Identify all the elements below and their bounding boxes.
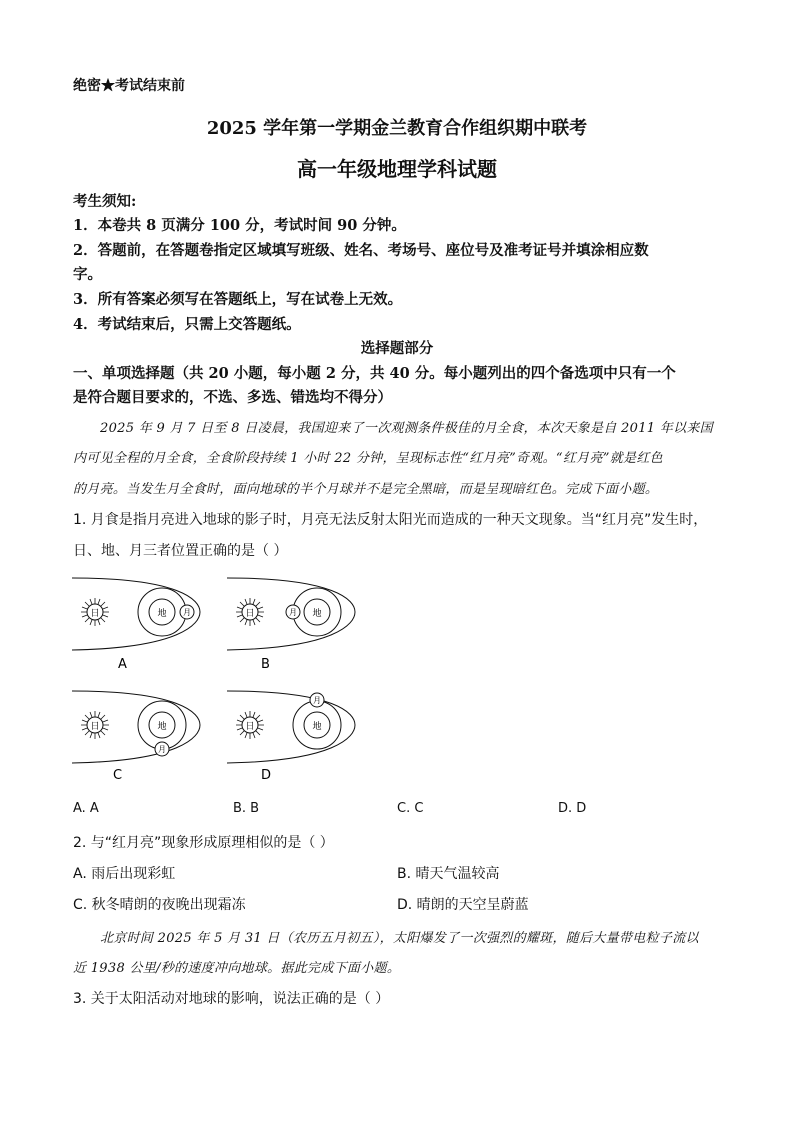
option-d[interactable]: D. 晴朗的天空呈蔚蓝 [397,897,529,913]
notice-item: 3．所有答案必须写在答题纸上，写在试卷上无效。 [73,291,403,308]
option-a[interactable]: A. A [73,801,99,816]
earth-label: 地 [312,722,322,732]
question-stem: 2. 与“红月亮”现象形成原理相似的是（ ） [73,835,334,851]
notice-item: 2．答题前，在答题卷指定区域填写班级、姓名、考场号、座位号及准考证号并填涂相应数 [73,242,649,259]
diagram-label: C [113,768,123,783]
moon-label: 月 [158,745,166,754]
sun-icon [236,598,264,626]
option-c[interactable]: C. 秋冬晴朗的夜晚出现霜冻 [73,897,246,913]
diagram-d [225,683,365,788]
sun-label: 日 [90,722,100,732]
diagram-label: B [261,657,270,672]
passage-line: 的月亮。当发生月全食时，面向地球的半个月球并不是完全黑暗，而是呈现暗红色。完成下面小题。 [73,482,659,497]
option-b[interactable]: B. B [233,801,260,816]
diagram-label: D [261,768,272,783]
moon-label: 月 [183,608,191,617]
moon-label: 月 [289,608,297,617]
question-stem: 3. 关于太阳活动对地球的影响，说法正确的是（ ） [73,991,390,1007]
exam-subtitle: 高一年级地理学科试题 [297,157,497,181]
earth-label: 地 [157,722,167,732]
section-title: 选择题部分 [360,340,434,357]
part-instructions: 是符合题目要求的，不选、多选、错选均不得分） [73,389,392,406]
notice-item: 字。 [73,266,102,283]
notice-heading: 考生须知: [73,193,137,210]
diagram-c [70,683,210,788]
question-stem: 日、地、月三者位置正确的是（ ） [73,543,288,559]
sun-label: 日 [90,609,100,619]
moon-label: 月 [313,696,321,705]
notice-item: 4．考试结束后，只需上交答题纸。 [73,316,301,333]
earth-label: 地 [312,609,322,619]
sun-label: 日 [245,609,255,619]
diagram-b [225,570,365,680]
exam-title: 2025 学年第一学期金兰教育合作组织期中联考 [206,118,588,139]
option-c[interactable]: C. C [397,801,424,816]
confidential-mark: 绝密★考试结束前 [73,78,185,94]
earth-label: 地 [157,609,167,619]
passage-line: 北京时间 2025 年 5 月 31 日（农历五月初五），太阳爆发了一次强烈的耀斑，随后大量带电粒子流以 [100,931,699,946]
option-d[interactable]: D. D [558,801,587,816]
part-instructions: 一、单项选择题（共 20 小题，每小题 2 分，共 40 分。每小题列出的四个备选项中只有一个 [73,365,676,382]
sun-icon [236,711,264,739]
sun-icon [81,598,109,626]
option-b[interactable]: B. 晴天气温较高 [397,866,500,882]
diagram-label: A [118,657,127,672]
passage-line: 2025 年 9 月 7 日至 8 日凌晨，我国迎来了一次观测条件极佳的月全食，本次天象是自 2011 年以来国 [100,421,713,436]
passage-line: 近 1938 公里/秒的速度冲向地球。据此完成下面小题。 [73,961,401,976]
diagram-a [70,570,210,680]
passage-line: 内可见全程的月全食，全食阶段持续 1 小时 22 分钟，呈现标志性“红月亮”奇观。“红月亮”就是红色 [73,451,663,466]
notice-item: 1．本卷共 8 页满分 100 分，考试时间 90 分钟。 [73,217,406,234]
option-a[interactable]: A. 雨后出现彩虹 [73,866,176,882]
question-stem: 1. 月食是指月亮进入地球的影子时，月亮无法反射太阳光而造成的一种天文现象。当“红月亮”发生时， [73,512,708,528]
sun-label: 日 [245,722,255,732]
sun-icon [81,711,109,739]
